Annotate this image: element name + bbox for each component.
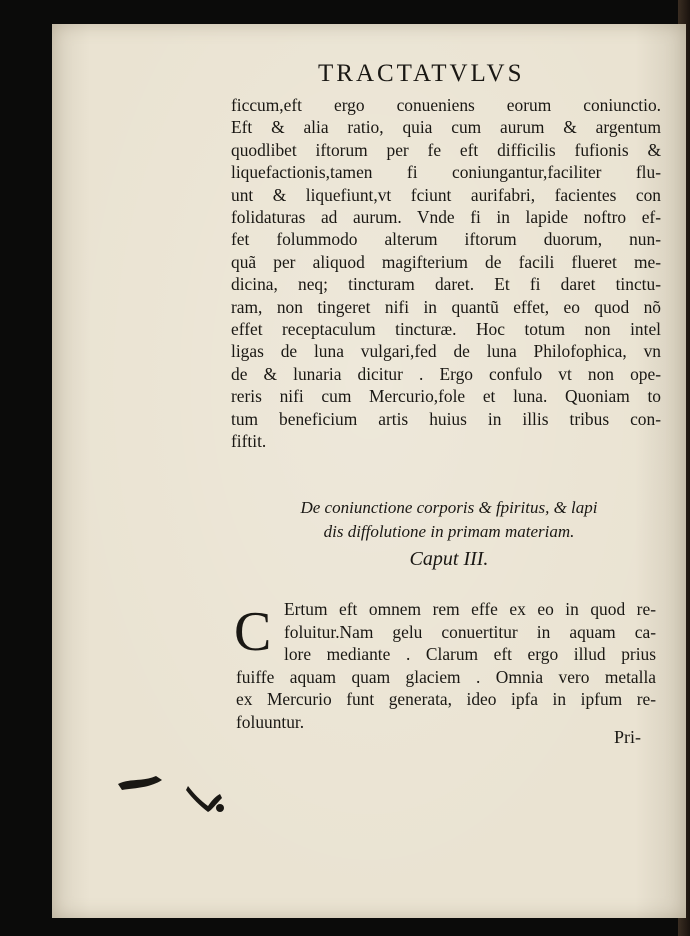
chapter-heading xyxy=(264,496,634,572)
chapter-heading-line: dis diffolutione in primam materiam. xyxy=(323,522,575,541)
body-line: ficcum,eft ergo conueniens eorum coniunctio. xyxy=(231,95,661,115)
chapter-line: lore mediante . Clarum eft ergo illud prius xyxy=(284,644,656,665)
body-line: unt & liquefiunt,vt fciunt aurifabri, facientes con xyxy=(231,184,661,205)
body-text xyxy=(231,94,661,453)
chapter-heading-line: De coniunctione corporis & fpiritus, & lapi xyxy=(300,498,598,517)
body-line: folidaturas ad aurum. Vnde fi in lapide noftro ef- xyxy=(231,207,661,228)
chapter-line: foluuntur. xyxy=(236,711,305,732)
catchword: Pri- xyxy=(614,727,641,747)
body-line: reris nifi cum Mercurio,fole et luna. Quoniam to xyxy=(231,386,661,407)
chapter-line: foluitur.Nam gelu conuertitur in aquam ca- xyxy=(284,621,656,642)
body-line: de & lunaria dicitur . Ergo confulo vt non ope- xyxy=(231,363,661,384)
body-line: liquefactionis,tamen fi coniungantur,faciliter flu- xyxy=(231,162,661,183)
chapter-number: Caput III. xyxy=(409,548,489,570)
ink-stain-mark xyxy=(112,760,232,820)
body-line: quã per aliquod magifterium de facili flueret me- xyxy=(231,251,661,272)
chapter-line: Ertum eft omnem rem effe ex eo in quod re- xyxy=(284,599,656,619)
body-line: tum beneficium artis huius in illis tribus con- xyxy=(231,408,661,429)
chapter-line: fuiffe aquam quam glaciem . Omnia vero metalla xyxy=(236,666,656,687)
chapter-line: ex Mercurio funt generata, ideo ipfa in ipfum re- xyxy=(236,689,656,710)
body-line: ram, non tingeret nifi in quantũ effet, eo quod nõ xyxy=(231,296,661,317)
body-line: quodlibet iftorum per fe eft difficilis fufionis & xyxy=(231,139,661,160)
body-line: fet folummodo alterum iftorum duorum, nun- xyxy=(231,229,661,250)
chapter-text xyxy=(236,598,656,734)
body-line: effet receptaculum tincturæ. Hoc totum non intel xyxy=(231,319,661,340)
body-line: dicina, neq; tincturam daret. Et fi daret tinctu- xyxy=(231,274,661,295)
body-line: fiftit. xyxy=(231,431,267,452)
body-line: Eft & alia ratio, quia cum aurum & argentum xyxy=(231,117,661,138)
running-head: TRACTATVLVS xyxy=(318,60,525,87)
body-line: ligas de luna vulgari,fed de luna Philofophica, vn xyxy=(231,341,661,362)
drop-cap: C xyxy=(234,601,272,663)
